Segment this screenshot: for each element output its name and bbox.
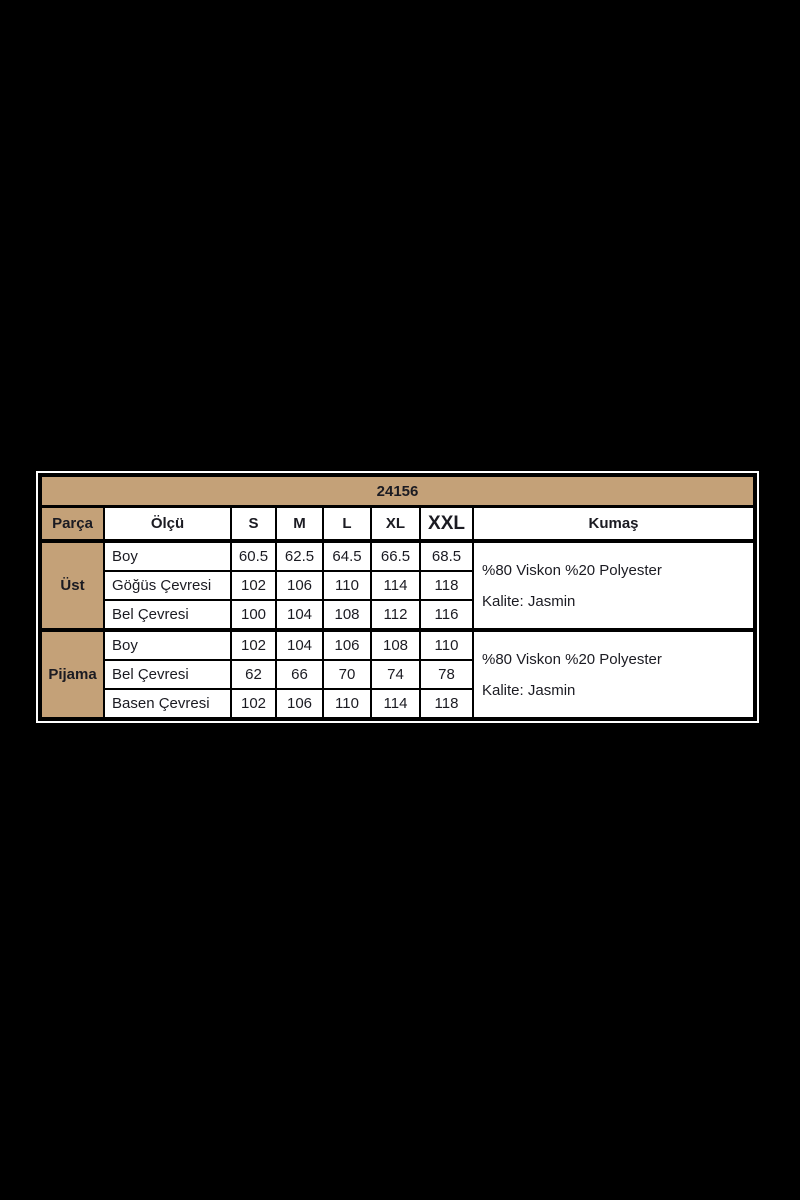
size-value: 78 (420, 660, 473, 689)
size-value: 102 (231, 571, 276, 600)
fabric-composition: %80 Viskon %20 Polyester (482, 561, 662, 579)
fabric-quality: Kalite: Jasmin (482, 681, 576, 699)
col-header-size-xl: XL (371, 507, 420, 542)
size-value: 106 (323, 630, 371, 660)
measure-label: Göğüs Çevresi (104, 571, 231, 600)
section-label-ust: Üst (40, 541, 104, 630)
size-value: 104 (276, 600, 323, 630)
measure-label: Bel Çevresi (104, 600, 231, 630)
col-header-size-s: S (231, 507, 276, 542)
col-header-part: Parça (40, 507, 104, 542)
size-value: 102 (231, 689, 276, 719)
size-value: 70 (323, 660, 371, 689)
col-header-fabric: Kumaş (473, 507, 755, 542)
size-value: 110 (323, 689, 371, 719)
size-value: 110 (323, 571, 371, 600)
size-value: 60.5 (231, 541, 276, 571)
col-header-measure: Ölçü (104, 507, 231, 542)
table-row (40, 630, 755, 660)
size-value: 118 (420, 571, 473, 600)
size-value: 112 (371, 600, 420, 630)
size-value: 114 (371, 689, 420, 719)
size-value: 100 (231, 600, 276, 630)
col-header-size-l: L (323, 507, 371, 542)
size-value: 68.5 (420, 541, 473, 571)
size-chart-sheet (36, 471, 759, 723)
section-label-pijama: Pijama (40, 630, 104, 719)
col-header-size-m: M (276, 507, 323, 542)
size-value: 66.5 (371, 541, 420, 571)
size-value: 106 (276, 571, 323, 600)
col-header-size-xxl: XXL (420, 507, 473, 542)
size-value: 102 (231, 630, 276, 660)
size-value: 104 (276, 630, 323, 660)
size-value: 114 (371, 571, 420, 600)
measure-label: Boy (104, 630, 231, 660)
measure-label: Bel Çevresi (104, 660, 231, 689)
size-value: 108 (323, 600, 371, 630)
table-row (40, 541, 755, 571)
fabric-info-pijama (473, 630, 755, 719)
size-value: 116 (420, 600, 473, 630)
fabric-composition: %80 Viskon %20 Polyester (482, 650, 662, 668)
measure-label: Boy (104, 541, 231, 571)
column-header-row (40, 507, 755, 542)
product-code-cell: 24156 (40, 475, 755, 507)
size-value: 106 (276, 689, 323, 719)
fabric-quality: Kalite: Jasmin (482, 592, 576, 610)
size-value: 66 (276, 660, 323, 689)
fabric-info-ust (473, 541, 755, 630)
size-value: 110 (420, 630, 473, 660)
size-value: 74 (371, 660, 420, 689)
measure-label: Basen Çevresi (104, 689, 231, 719)
size-value: 62.5 (276, 541, 323, 571)
size-value: 64.5 (323, 541, 371, 571)
size-value: 62 (231, 660, 276, 689)
size-value: 108 (371, 630, 420, 660)
size-value: 118 (420, 689, 473, 719)
product-code-row (40, 475, 755, 507)
size-chart-table (38, 473, 757, 721)
